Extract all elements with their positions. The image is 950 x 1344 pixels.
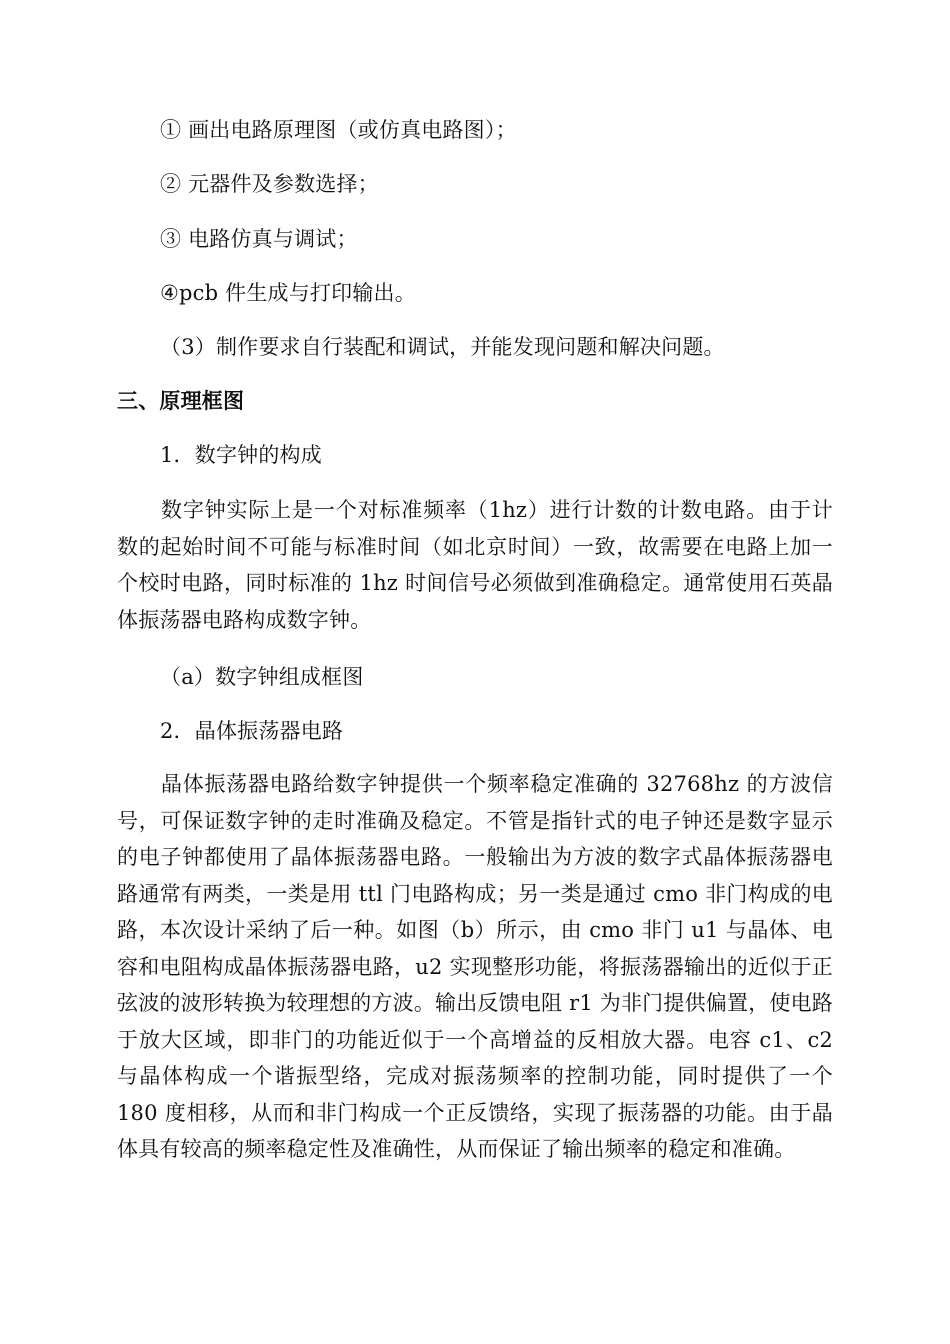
subsection-1-heading: 1．数字钟的构成 [160, 443, 322, 467]
list-item-pcb: ④pcb 件生成与打印输出。 [160, 281, 416, 305]
list-item-simulation: ③ 电路仿真与调试； [160, 227, 358, 251]
subsection-2-paragraph: 晶体振荡器电路给数字钟提供一个频率稳定准确的 32768hz 的方波信号，可保证数字钟的走时准确及稳定。不管是指针式的电子钟还是数字显示的电子钟都使用了晶体振荡器电路。一般输出为方波的数字式晶体振荡器电路通常有两类，一类是用 ttl 门电路构成；另一类是通过 cmo 非门构成的电路，本次设计采纳了后一种。如图（b）所示，由 cmo 非门 u1 与晶体、电容和电阻构成晶体振荡器电路，u2 实现整形功能，将振荡器输出的近似于正弦波的波形转换为较理想的方波。输出反馈电阻 r1 为非门提供偏置，使电路于放大区域，即非门的功能近似于一个高增益的反相放大器。电容 c1、c2 与晶体构成一个谐振型络，完成对振荡频率的控制功能，同时提供了一个 180 度相移，从而和非门构成一个正反馈络，实现了振荡器的功能。由于晶体具有较高的频率稳定性及准确性，从而保证了输出频率的稳定和准确。 [117, 772, 833, 1161]
subsection-1-paragraph: 数字钟实际上是一个对标准频率（1hz）进行计数的计数电路。由于计数的起始时间不可能与标准时间（如北京时间）一致，故需要在电路上加一个校时电路，同时标准的 1hz 时间信号必须做到准确稳定。通常使用石英晶体振荡器电路构成数字钟。 [117, 498, 833, 632]
list-item-schematic: ① 画出电路原理图（或仿真电路图）； [160, 118, 517, 142]
section-heading: 三、原理框图 [117, 389, 245, 413]
figure-a-caption: （a）数字钟组成框图 [160, 665, 364, 689]
subsection-2-heading: 2．晶体振荡器电路 [160, 719, 344, 743]
list-item-components: ② 元器件及参数选择； [160, 172, 379, 196]
requirement-3: （3）制作要求自行装配和调试，并能发现问题和解决问题。 [160, 335, 725, 359]
